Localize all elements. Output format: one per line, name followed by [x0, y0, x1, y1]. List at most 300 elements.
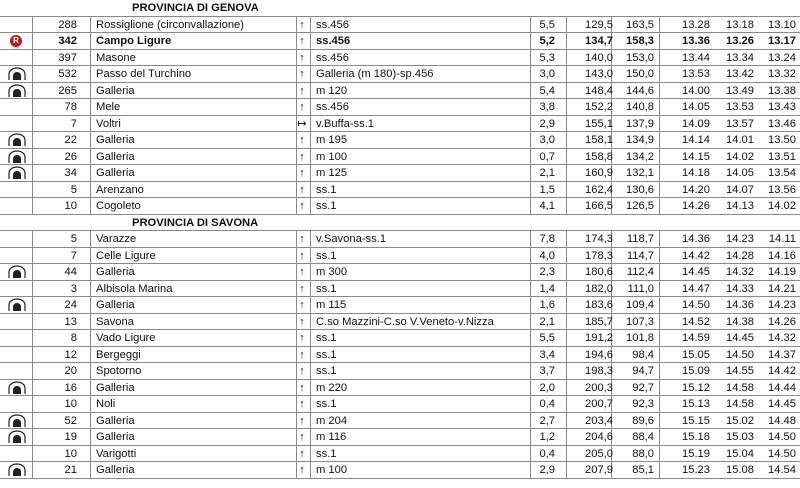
column-divider — [659, 198, 660, 214]
column-divider — [310, 182, 311, 198]
progressive-km-cell: 166,5 — [585, 200, 613, 212]
road-cell: m 120 — [316, 84, 348, 97]
time-fast-cell: 14.00 — [682, 84, 710, 97]
table-row — [0, 446, 800, 463]
column-divider — [32, 149, 33, 165]
column-divider — [659, 314, 660, 330]
road-cell: ss.1 — [316, 398, 337, 410]
partial-km-cell: 0,4 — [539, 398, 555, 410]
time-fast-cell: 14.52 — [682, 315, 710, 328]
time-slow-cell: 14.37 — [768, 348, 796, 361]
column-divider — [310, 413, 311, 429]
table-row — [0, 17, 800, 34]
column-divider — [90, 314, 91, 330]
partial-km-cell: 1,6 — [539, 299, 555, 311]
table-row — [0, 149, 800, 166]
time-medium-cell: 15.04 — [726, 447, 754, 460]
place-name-cell: Galleria — [96, 299, 135, 311]
column-divider — [530, 429, 531, 445]
column-divider — [530, 462, 531, 478]
column-divider — [310, 380, 311, 396]
table-row — [0, 281, 800, 298]
progressive-km-cell: 185,7 — [585, 315, 613, 328]
column-divider — [530, 396, 531, 412]
turn-right-arrow-icon: ↦ — [297, 117, 307, 130]
progressive-km-cell: 129,5 — [585, 18, 613, 31]
time-medium-cell: 13.42 — [726, 68, 754, 80]
column-divider — [310, 281, 311, 297]
altitude-cell: 20 — [64, 365, 77, 377]
time-slow-cell: 14.26 — [768, 315, 796, 328]
column-divider — [659, 446, 660, 462]
column-divider — [566, 99, 567, 115]
column-divider — [32, 231, 33, 247]
place-name-cell: Rossiglione (circonvallazione) — [96, 18, 244, 31]
altitude-cell: 13 — [64, 315, 77, 328]
road-cell: C.so Mazzini-C.so V.Veneto-v.Nizza — [316, 315, 494, 328]
straight-arrow-icon: ↑ — [299, 167, 305, 179]
table-row — [0, 248, 800, 265]
column-divider — [310, 363, 311, 379]
partial-km-cell: 0,7 — [539, 150, 555, 163]
partial-km-cell: 2,0 — [539, 381, 555, 394]
column-divider — [566, 149, 567, 165]
straight-arrow-icon: ↑ — [299, 68, 305, 80]
table-row — [0, 116, 800, 133]
column-divider — [659, 347, 660, 363]
time-medium-cell: 14.55 — [726, 365, 754, 377]
column-divider — [90, 149, 91, 165]
column-divider — [310, 50, 311, 66]
table-row — [0, 297, 800, 314]
progressive-km-cell: 162,4 — [585, 183, 613, 196]
column-divider — [32, 429, 33, 445]
time-fast-cell: 15.13 — [682, 398, 710, 410]
altitude-cell: 52 — [64, 414, 77, 427]
column-divider — [530, 297, 531, 313]
column-divider — [530, 99, 531, 115]
column-divider — [659, 281, 660, 297]
time-fast-cell: 14.50 — [682, 299, 710, 311]
place-name-cell: Passo del Turchino — [96, 68, 192, 80]
place-name-cell: Savona — [96, 315, 134, 328]
partial-km-cell: 3,0 — [539, 134, 555, 146]
time-slow-cell: 14.02 — [768, 200, 796, 212]
column-divider — [32, 264, 33, 280]
road-cell: ss.1 — [316, 447, 337, 460]
time-medium-cell: 14.23 — [726, 233, 754, 245]
tunnel-icon — [8, 133, 26, 147]
table-row — [0, 50, 800, 67]
time-medium-cell: 15.03 — [726, 431, 754, 443]
tunnel-icon — [8, 381, 26, 395]
remaining-km-cell: 88,0 — [632, 447, 654, 460]
place-name-cell: Galleria — [96, 414, 135, 427]
time-slow-cell: 14.11 — [768, 233, 796, 245]
time-slow-cell: 14.32 — [768, 332, 796, 344]
partial-km-cell: 2,3 — [539, 266, 555, 278]
column-divider — [32, 248, 33, 264]
column-divider — [310, 297, 311, 313]
remaining-km-cell: 94,7 — [632, 365, 654, 377]
column-divider — [566, 462, 567, 478]
time-slow-cell: 13.43 — [768, 101, 796, 113]
time-slow-cell: 13.46 — [768, 117, 796, 130]
place-name-cell: Cogoleto — [96, 200, 141, 212]
progressive-km-cell: 174,3 — [585, 233, 613, 245]
remaining-km-cell: 92,3 — [632, 398, 654, 410]
altitude-cell: 21 — [64, 464, 77, 476]
altitude-cell: 397 — [58, 51, 77, 64]
column-divider — [659, 182, 660, 198]
table-row — [0, 347, 800, 364]
column-divider — [310, 99, 311, 115]
time-medium-cell: 14.58 — [726, 398, 754, 410]
column-divider — [32, 182, 33, 198]
time-fast-cell: 15.05 — [682, 348, 710, 361]
column-divider — [32, 446, 33, 462]
table-row — [0, 99, 800, 116]
tunnel-icon — [8, 67, 26, 81]
time-fast-cell: 13.44 — [682, 51, 710, 64]
tunnel-icon — [8, 265, 26, 279]
table-row — [0, 198, 800, 215]
column-divider — [566, 363, 567, 379]
altitude-cell: 5 — [70, 233, 77, 245]
column-divider — [310, 198, 311, 214]
tunnel-icon — [8, 430, 26, 444]
road-cell: ss.1 — [316, 249, 337, 262]
time-medium-cell: 14.45 — [726, 332, 754, 344]
remaining-km-cell: 163,5 — [626, 18, 654, 31]
road-cell: ss.456 — [316, 51, 349, 64]
partial-km-cell: 2,1 — [539, 315, 555, 328]
column-divider — [566, 413, 567, 429]
straight-arrow-icon: ↑ — [299, 51, 305, 64]
column-divider — [566, 429, 567, 445]
partial-km-cell: 5,2 — [539, 35, 555, 47]
time-slow-cell: 14.16 — [768, 249, 796, 262]
province-header — [0, 0, 800, 17]
table-row — [0, 264, 800, 281]
column-divider — [310, 17, 311, 33]
place-name-cell: Voltri — [96, 117, 121, 130]
column-divider — [659, 231, 660, 247]
time-slow-cell: 14.45 — [768, 398, 796, 410]
time-fast-cell: 13.53 — [682, 68, 710, 80]
remaining-km-cell: 126,5 — [626, 200, 654, 212]
table-row — [0, 182, 800, 199]
partial-km-cell: 5,3 — [539, 51, 555, 64]
column-divider — [310, 314, 311, 330]
altitude-cell: 7 — [70, 117, 77, 130]
table-row — [0, 429, 800, 446]
tunnel-icon — [8, 298, 26, 312]
column-divider — [32, 330, 33, 346]
column-divider — [566, 231, 567, 247]
column-divider — [90, 297, 91, 313]
table-row — [0, 165, 800, 182]
time-fast-cell: 14.05 — [682, 101, 710, 113]
time-fast-cell: 14.26 — [682, 200, 710, 212]
column-divider — [90, 165, 91, 181]
time-fast-cell: 14.59 — [682, 332, 710, 344]
column-divider — [32, 17, 33, 33]
place-name-cell: Noli — [96, 398, 116, 410]
column-divider — [90, 231, 91, 247]
time-slow-cell: 13.38 — [768, 84, 796, 97]
column-divider — [32, 116, 33, 132]
altitude-cell: 78 — [64, 101, 77, 113]
column-divider — [32, 314, 33, 330]
time-slow-cell: 14.50 — [768, 447, 796, 460]
column-divider — [90, 50, 91, 66]
table-row — [0, 33, 800, 50]
altitude-cell: 10 — [64, 398, 77, 410]
column-divider — [659, 413, 660, 429]
road-cell: ss.456 — [316, 18, 349, 31]
place-name-cell: Varazze — [96, 233, 137, 245]
straight-arrow-icon: ↑ — [299, 431, 305, 443]
remaining-km-cell: 89,6 — [632, 414, 654, 427]
time-medium-cell: 14.50 — [726, 348, 754, 361]
time-fast-cell: 14.36 — [682, 233, 710, 245]
column-divider — [32, 380, 33, 396]
time-fast-cell: 14.14 — [682, 134, 710, 146]
remaining-km-cell: 85,1 — [632, 464, 654, 476]
time-slow-cell: 13.24 — [768, 51, 796, 64]
remaining-km-cell: 88,4 — [632, 431, 654, 443]
straight-arrow-icon: ↑ — [299, 414, 305, 427]
time-fast-cell: 15.15 — [682, 414, 710, 427]
column-divider — [659, 149, 660, 165]
time-medium-cell: 13.53 — [726, 101, 754, 113]
partial-km-cell: 1,2 — [539, 431, 555, 443]
time-fast-cell: 13.28 — [682, 18, 710, 31]
column-divider — [90, 429, 91, 445]
time-fast-cell: 14.47 — [682, 282, 710, 295]
column-divider — [530, 132, 531, 148]
column-divider — [530, 83, 531, 99]
straight-arrow-icon: ↑ — [299, 150, 305, 163]
remaining-km-cell: 130,6 — [626, 183, 654, 196]
place-name-cell: Vado Ligure — [96, 332, 156, 344]
column-divider — [530, 347, 531, 363]
time-fast-cell: 15.18 — [682, 431, 710, 443]
column-divider — [310, 165, 311, 181]
altitude-cell: 265 — [58, 84, 77, 97]
column-divider — [659, 17, 660, 33]
column-divider — [530, 66, 531, 82]
altitude-cell: 22 — [64, 134, 77, 146]
remaining-km-cell: 158,3 — [626, 35, 654, 47]
progressive-km-cell: 200,3 — [585, 381, 613, 394]
place-name-cell: Galleria — [96, 431, 135, 443]
column-divider — [566, 281, 567, 297]
table-row — [0, 132, 800, 149]
road-cell: ss.1 — [316, 282, 337, 295]
column-divider — [566, 347, 567, 363]
partial-km-cell: 7,8 — [539, 233, 555, 245]
column-divider — [530, 116, 531, 132]
column-divider — [659, 429, 660, 445]
remaining-km-cell: 150,0 — [626, 68, 654, 80]
straight-arrow-icon: ↑ — [299, 84, 305, 97]
progressive-km-cell: 198,3 — [585, 365, 613, 377]
province-title: PROVINCIA DI GENOVA — [132, 2, 259, 14]
column-divider — [32, 347, 33, 363]
road-cell: m 125 — [316, 167, 348, 179]
column-divider — [90, 281, 91, 297]
straight-arrow-icon: ↑ — [299, 332, 305, 344]
column-divider — [310, 132, 311, 148]
column-divider — [32, 33, 33, 49]
column-divider — [90, 347, 91, 363]
altitude-cell: 19 — [64, 431, 77, 443]
road-cell: ss.1 — [316, 365, 337, 377]
column-divider — [310, 330, 311, 346]
column-divider — [310, 83, 311, 99]
time-slow-cell: 13.17 — [768, 35, 796, 47]
column-divider — [659, 264, 660, 280]
remaining-km-cell: 112,4 — [626, 266, 654, 278]
column-divider — [90, 132, 91, 148]
remaining-km-cell: 132,1 — [626, 167, 654, 179]
altitude-cell: 16 — [64, 381, 77, 394]
place-name-cell: Bergeggi — [96, 348, 141, 361]
column-divider — [566, 17, 567, 33]
time-fast-cell: 14.15 — [682, 150, 710, 163]
time-fast-cell: 14.45 — [682, 266, 710, 278]
straight-arrow-icon: ↑ — [299, 18, 305, 31]
column-divider — [90, 198, 91, 214]
column-divider — [566, 314, 567, 330]
column-divider — [310, 149, 311, 165]
place-name-cell: Celle Ligure — [96, 249, 156, 262]
column-divider — [310, 446, 311, 462]
column-divider — [659, 116, 660, 132]
time-fast-cell: 15.23 — [682, 464, 710, 476]
column-divider — [32, 165, 33, 181]
place-name-cell: Varigotti — [96, 447, 137, 460]
time-fast-cell: 14.42 — [682, 249, 710, 262]
tunnel-icon — [8, 84, 26, 98]
column-divider — [659, 165, 660, 181]
place-name-cell: Albisola Marina — [96, 282, 173, 295]
province-title: PROVINCIA DI SAVONA — [132, 216, 259, 229]
progressive-km-cell: 183,6 — [585, 299, 613, 311]
road-cell: m 115 — [316, 299, 347, 311]
remaining-km-cell: 144,6 — [626, 84, 654, 97]
column-divider — [530, 231, 531, 247]
remaining-km-cell: 114,7 — [626, 249, 654, 262]
remaining-km-cell: 98,4 — [632, 348, 654, 361]
time-slow-cell: 13.51 — [768, 150, 796, 163]
remaining-km-cell: 107,3 — [626, 315, 654, 328]
progressive-km-cell: 134,7 — [585, 35, 613, 47]
altitude-cell: 342 — [58, 35, 77, 47]
progressive-km-cell: 160,9 — [585, 167, 613, 179]
road-cell: m 300 — [316, 266, 348, 278]
straight-arrow-icon: ↑ — [299, 200, 305, 212]
restaurant-badge-icon: R — [10, 35, 22, 47]
place-name-cell: Mele — [96, 101, 121, 113]
tunnel-icon — [8, 150, 26, 164]
column-divider — [32, 462, 33, 478]
altitude-cell: 7 — [70, 249, 77, 262]
straight-arrow-icon: ↑ — [299, 266, 305, 278]
column-divider — [530, 17, 531, 33]
column-divider — [32, 99, 33, 115]
column-divider — [566, 33, 567, 49]
time-medium-cell: 14.32 — [726, 266, 754, 278]
column-divider — [90, 83, 91, 99]
column-divider — [530, 264, 531, 280]
column-divider — [32, 363, 33, 379]
straight-arrow-icon: ↑ — [299, 348, 305, 361]
road-cell: v.Buffa-ss.1 — [316, 117, 375, 130]
road-cell: ss.1 — [316, 200, 337, 212]
column-divider — [659, 66, 660, 82]
place-name-cell: Spotorno — [96, 365, 142, 377]
column-divider — [566, 116, 567, 132]
column-divider — [310, 347, 311, 363]
column-divider — [32, 198, 33, 214]
straight-arrow-icon: ↑ — [299, 315, 305, 328]
time-slow-cell: 14.23 — [768, 299, 796, 311]
road-cell: ss.1 — [316, 183, 337, 196]
column-divider — [90, 330, 91, 346]
straight-arrow-icon: ↑ — [299, 249, 305, 262]
road-cell: ss.456 — [316, 101, 349, 113]
partial-km-cell: 3,4 — [539, 348, 555, 361]
remaining-km-cell: 140,8 — [626, 101, 654, 113]
time-medium-cell: 14.33 — [726, 282, 754, 295]
column-divider — [566, 165, 567, 181]
altitude-cell: 34 — [64, 167, 77, 179]
column-divider — [310, 462, 311, 478]
column-divider — [659, 33, 660, 49]
altitude-cell: 10 — [64, 200, 77, 212]
column-divider — [659, 99, 660, 115]
remaining-km-cell: 134,2 — [626, 150, 654, 163]
time-medium-cell: 13.49 — [726, 84, 754, 97]
time-medium-cell: 14.38 — [726, 315, 754, 328]
table-row — [0, 330, 800, 347]
column-divider — [90, 182, 91, 198]
column-divider — [310, 248, 311, 264]
column-divider — [310, 116, 311, 132]
time-slow-cell: 13.32 — [768, 68, 796, 80]
altitude-cell: 26 — [64, 150, 77, 163]
place-name-cell: Galleria — [96, 266, 135, 278]
tunnel-icon — [8, 166, 26, 180]
progressive-km-cell: 148,4 — [585, 84, 613, 97]
remaining-km-cell: 111,0 — [627, 282, 654, 295]
road-cell: v.Savona-ss.1 — [316, 233, 387, 245]
column-divider — [566, 248, 567, 264]
tunnel-icon — [8, 414, 26, 428]
progressive-km-cell: 191,2 — [585, 332, 613, 344]
column-divider — [659, 462, 660, 478]
road-cell: m 220 — [316, 381, 348, 394]
time-fast-cell: 13.36 — [682, 35, 710, 47]
place-name-cell: Galleria — [96, 381, 135, 394]
time-medium-cell: 14.36 — [726, 299, 754, 311]
column-divider — [90, 396, 91, 412]
place-name-cell: Galleria — [96, 167, 135, 179]
column-divider — [90, 66, 91, 82]
